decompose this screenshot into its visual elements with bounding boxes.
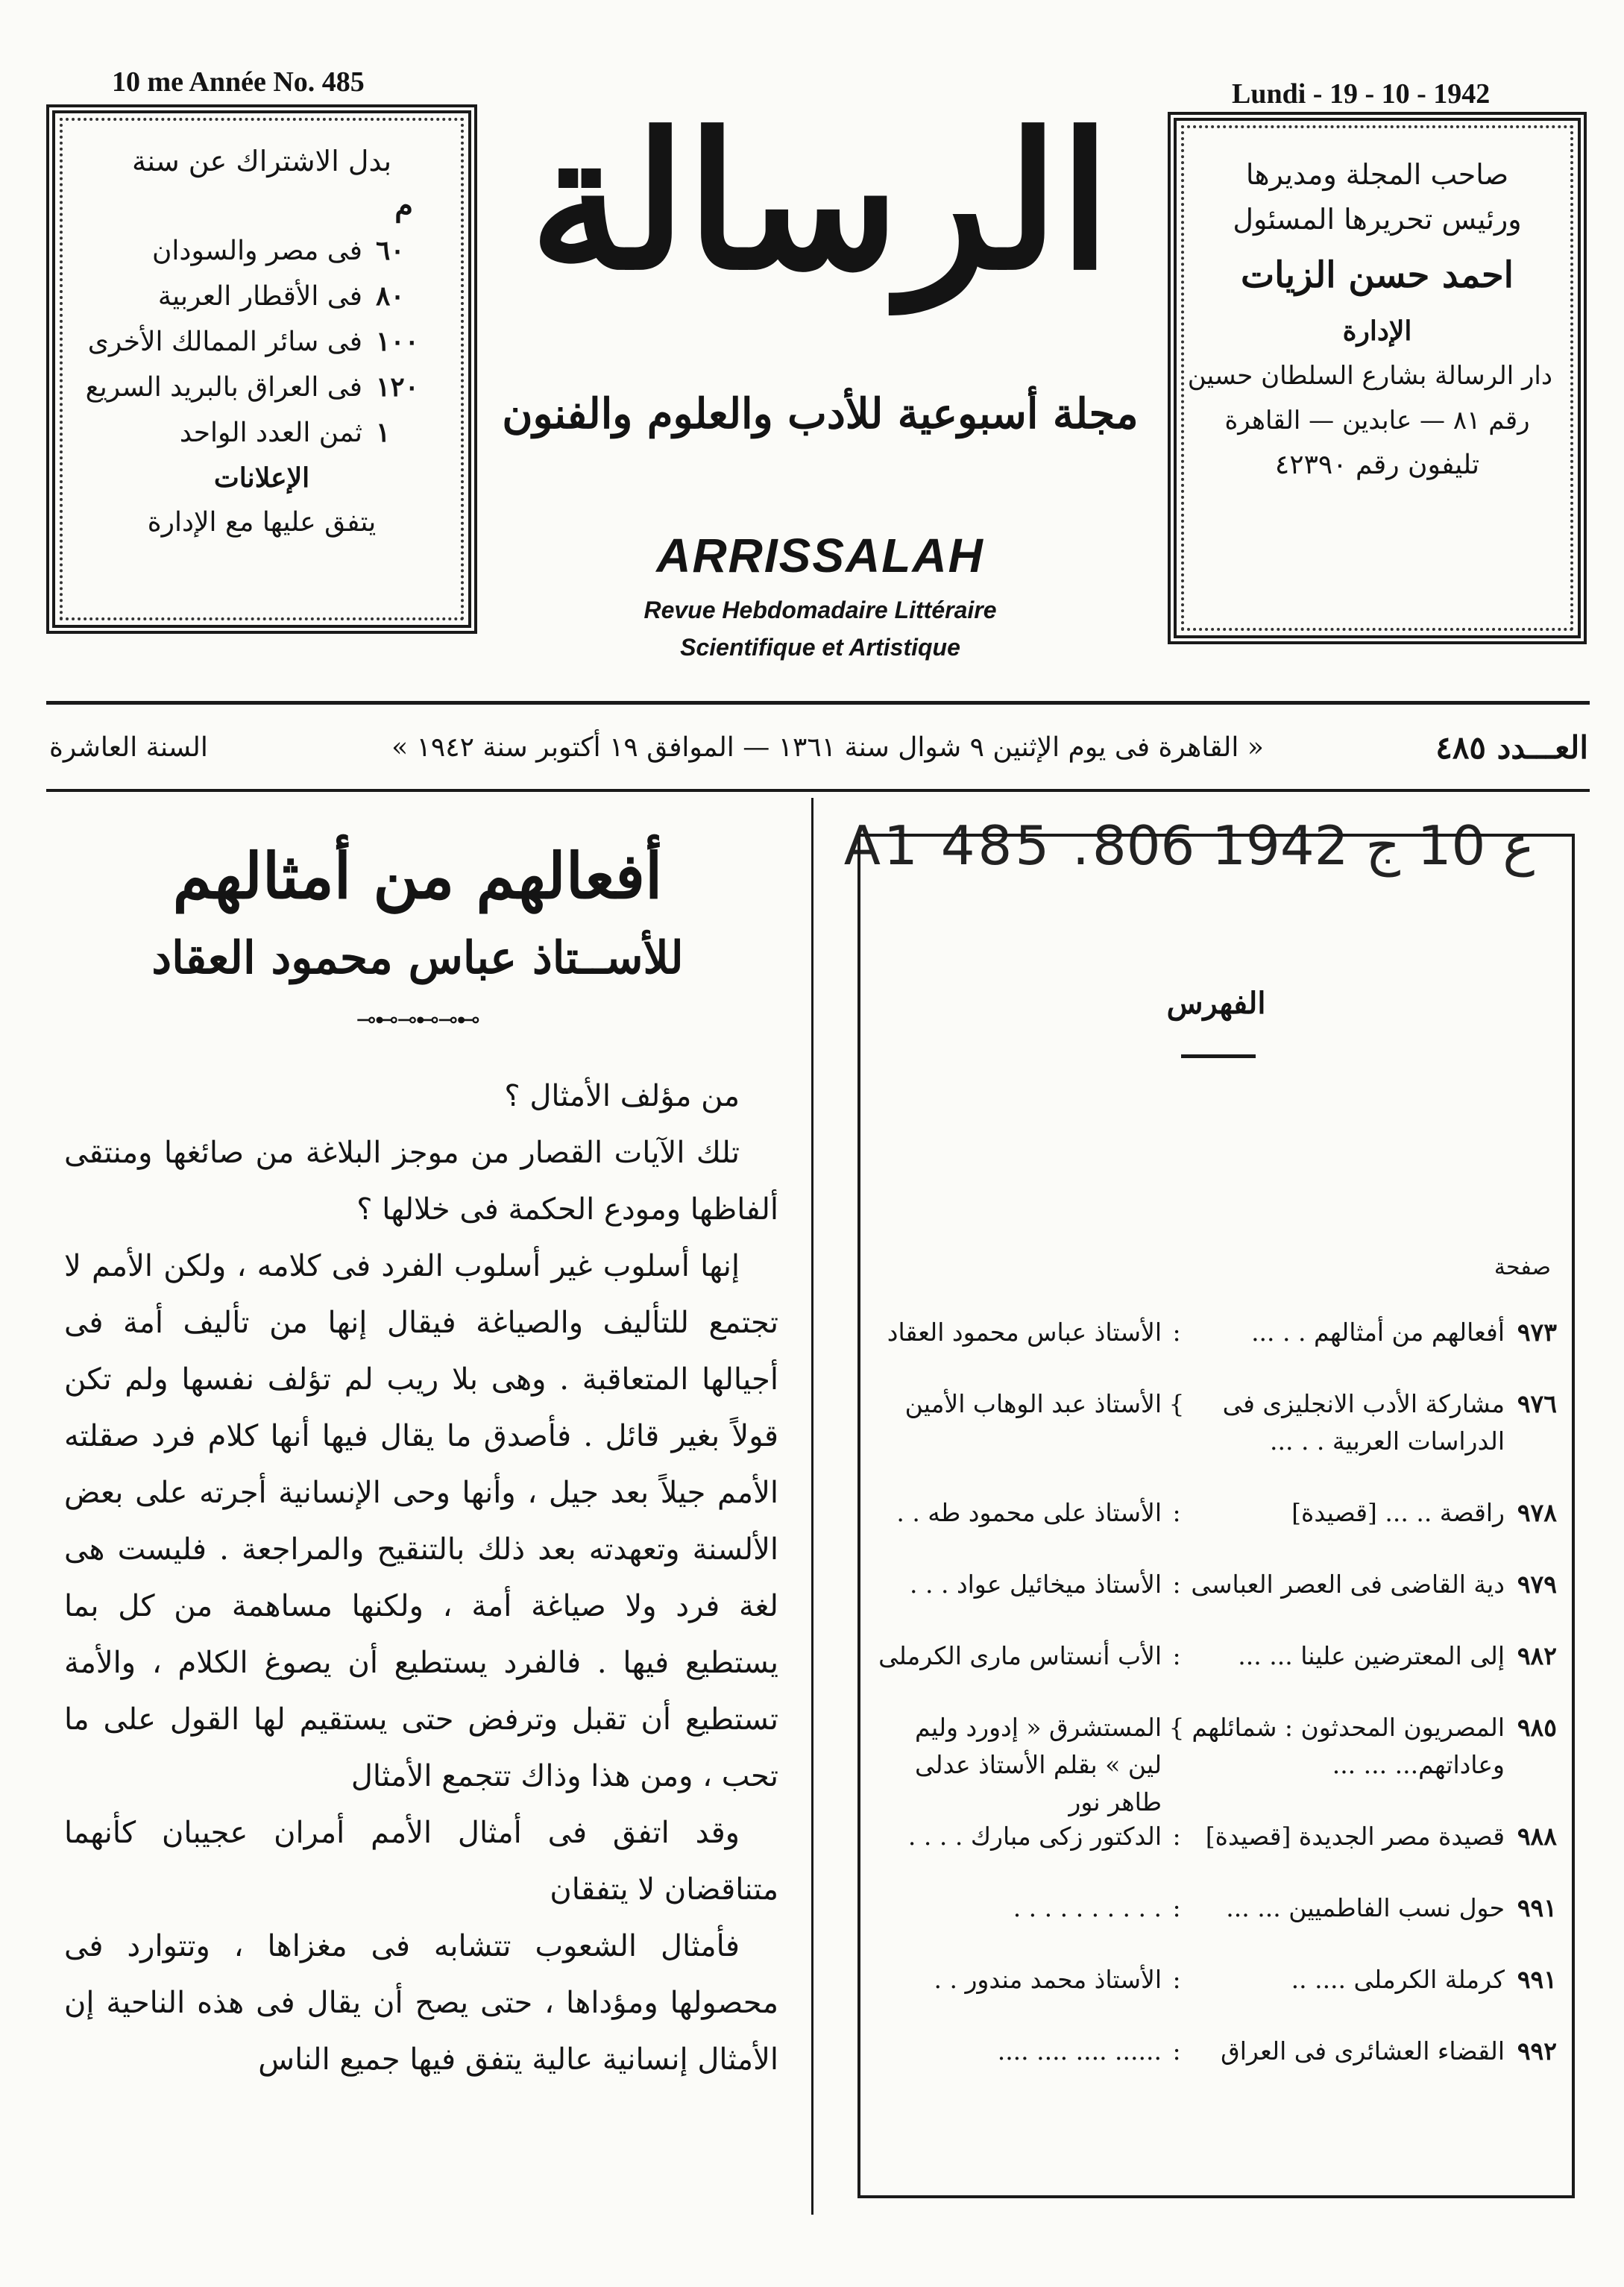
article-ornament: ⊸⊷⊸⊷⊸⊷ bbox=[356, 1005, 479, 1034]
dateline-rule bbox=[46, 789, 1590, 792]
index-entry: ٩٧٣ أفعالهم من أمثالهم . . ... : الأستاذ عباس محمود العقاد bbox=[887, 1318, 1557, 1347]
index-entry: ٩٩١ حول نسب الفاطميين ... ... : . . . . . . . . . . bbox=[1013, 1893, 1557, 1922]
article-title: أفعالهم من أمثالهم bbox=[172, 839, 663, 913]
volume-issue-label: 10 me Année No. 485 bbox=[112, 66, 365, 98]
handwritten-note: A1 485 .ع 10 ج 1942 806 bbox=[843, 814, 1535, 877]
index-entry: ٩٨٥ المصريون المحدثون : شمائلهم وعاداتهم... ... ... } المستشرق « إدورد وليم لين » بقلم الأستاذ عدلى طاهر نور bbox=[915, 1713, 1557, 1816]
page-column-label: صفحة bbox=[1494, 1254, 1551, 1280]
index-title: الفهرس bbox=[1166, 986, 1266, 1021]
index-list bbox=[875, 1314, 1557, 2070]
address-line1: دار الرسالة بشارع السلطان حسين bbox=[1187, 361, 1552, 391]
article-paragraph: إنها أسلوب غير أسلوب الفرد فى كلامه ، ولكن الأمم لا تجتمع للتأليف والصياغة فيقال إنها من تأليف أمة فى أجيالها المتعاقبة . وهى بلا ريب لم تؤلف نفسها ولم تكن قولاً بغير قائل . فأصدق ما يقال فيها أنها كلام فرد صقلته الأمم جيلاً بعد جيل ، وأنها وحى الإنسانية أجرته على بعض الألسنة وتعهدته بعد ذلك بالتنقيح والمراجعة . فليست هى لغة فرد ولا صياغة أمة ، ولكنها مساهمة من كل بما يستطيع فيها . فالفرد يستطيع أن يصوغ الكلام ، والأمة تستطيع أن تقبل وترفض حتى يستقيم لها القول على ما تحب ، ومن هذا وذاك تتجمع الأمثال bbox=[64, 1249, 778, 1793]
index-entry: ٩٩٢ القضاء العشائرى فى العراق : ...... .... .... .... bbox=[997, 2036, 1557, 2066]
year-label: السنة العاشرة bbox=[49, 732, 208, 763]
article-paragraph: تلك الآيات القصار من موجز البلاغة من صائغها ومنتقى ألفاظها ومودع الحكمة فى خلالها ؟ bbox=[64, 1136, 778, 1227]
owner-line1: صاحب المجلة ومديرها bbox=[1245, 158, 1509, 191]
subscription-row: ٨٠ فى الأقطار العربية bbox=[157, 280, 405, 312]
article-paragraph: فأمثال الشعوب تتشابه فى مغزاها ، وتتوارد فى محصولها ومؤداها ، حتى يصح أن يقال فى هذه الناحية إن الأمثال إنسانية عالية يتفق فيها جميع الناس bbox=[64, 1929, 778, 2077]
index-entry: ٩٧٦ مشاركة الأدب الانجليزى فى الدراسات العربية . . ... } الأستاذ عبد الوهاب الأمين bbox=[904, 1389, 1557, 1456]
header-rule bbox=[46, 701, 1590, 705]
subscription-row: ١٢٠ فى العراق بالبريد السريع bbox=[85, 371, 420, 403]
column-divider bbox=[811, 798, 813, 2215]
owner-line2: ورئيس تحريرها المسئول bbox=[1233, 203, 1522, 236]
masthead-latin-sub2: Scientifique et Artistique bbox=[680, 634, 960, 661]
issue-date-label: Lundi - 19 - 10 - 1942 bbox=[1232, 78, 1491, 110]
masthead-latin-title: ARRISSALAH bbox=[656, 529, 984, 582]
index-entry: ٩٧٨ راقصة .. ... [قصيدة] : الأستاذ على محمود طه . . bbox=[896, 1498, 1557, 1527]
admin-title: الإدارة bbox=[1342, 315, 1412, 347]
subscription-row: ١ ثمن العدد الواحد bbox=[179, 417, 391, 448]
index-entry: ٩٨٨ قصيدة مصر الجديدة [قصيدة] : الدكتور زكى مبارك . . . . bbox=[907, 1822, 1557, 1851]
index-box bbox=[857, 834, 1575, 2198]
article-paragraph: وقد اتفق فى أمثال الأمم أمران عجيبان كأنهما متناقضان لا يتفقان bbox=[64, 1816, 778, 1907]
article-paragraph: من مؤلف الأمثال ؟ bbox=[504, 1079, 740, 1113]
subscription-box bbox=[46, 104, 477, 634]
currency-label: م bbox=[394, 188, 413, 223]
owner-box bbox=[1168, 112, 1587, 644]
masthead-latin-sub1: Revue Hebdomadaire Littéraire bbox=[643, 597, 997, 623]
index-entry: ٩٧٩ دية القاضى فى العصر العباسى : الأستاذ ميخائيل عواد . . . bbox=[910, 1570, 1557, 1599]
ads-text: يتفق عليها مع الإدارة bbox=[147, 507, 377, 538]
issue-number: العـــدد ٤٨٥ bbox=[1435, 729, 1588, 766]
article-author: للأســتاذ عباس محمود العقاد bbox=[151, 932, 684, 984]
subscription-row: ١٠٠ فى سائر الممالك الأخرى bbox=[87, 326, 420, 357]
ads-title: الإعلانات bbox=[213, 462, 310, 494]
subscription-title: بدل الاشتراك عن سنة bbox=[131, 145, 392, 177]
masthead-subtitle: مجلة أسبوعية للأدب والعلوم والفنون bbox=[502, 389, 1139, 438]
date-line: « القاهرة فى يوم الإثنين ٩ شوال سنة ١٣٦١ — الموافق ١٩ أكتوبر سنة ١٩٤٢ » bbox=[391, 732, 1264, 763]
article-body bbox=[64, 1068, 778, 2088]
address-line2: رقم ٨١ — عابدين — القاهرة bbox=[1224, 406, 1530, 435]
masthead-title: الرسالة bbox=[529, 92, 1111, 311]
owner-name: احمد حسن الزيات bbox=[1240, 254, 1514, 296]
index-title-rule bbox=[1181, 1054, 1256, 1058]
phone-line: تليفون رقم ٤٢٣٩٠ bbox=[1274, 450, 1480, 480]
index-entry: ٩٨٢ إلى المعترضين علينا ... ... : الأب أنستاس مارى الكرملى bbox=[878, 1641, 1557, 1670]
index-entry: ٩٩١ كرملة الكرملى .... .. : الأستاذ محمد مندور . . bbox=[934, 1965, 1557, 1994]
subscription-row: ٦٠ فى مصر والسودان bbox=[151, 235, 405, 266]
